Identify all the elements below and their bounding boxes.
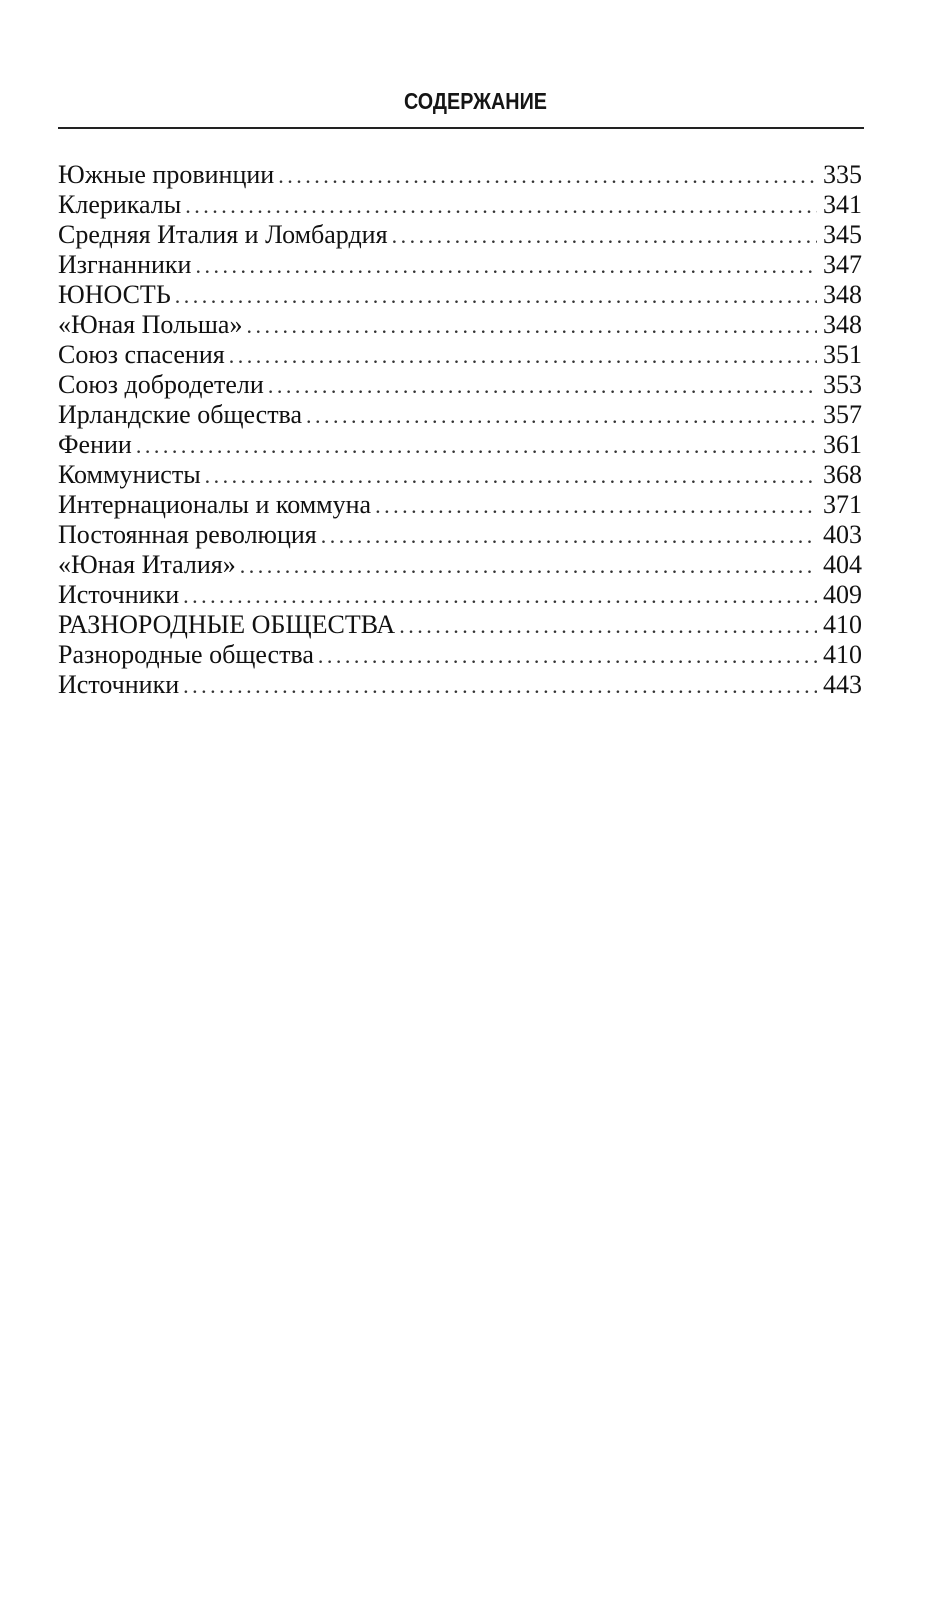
dot-leader [375, 491, 817, 521]
toc-entry-title: «Юная Польша» [58, 310, 243, 339]
dot-leader [392, 221, 817, 251]
toc-entry [58, 550, 862, 580]
dot-leader [321, 521, 817, 551]
toc-entry [58, 220, 862, 250]
toc-entry-page: 347 [823, 250, 862, 279]
toc-entry-title: Ирландские общества [58, 400, 303, 429]
toc-entry-page: 409 [823, 580, 862, 609]
toc-entry-title: Фении [58, 430, 132, 459]
toc-entry [58, 190, 862, 220]
dot-leader [136, 431, 817, 461]
toc-entry [58, 160, 862, 190]
toc-entry [58, 370, 862, 400]
toc-entry [58, 340, 862, 370]
toc-entry-page: 341 [823, 190, 862, 219]
toc-entry-title: ЮНОСТЬ [58, 280, 171, 309]
dot-leader [229, 341, 817, 371]
toc-entry [58, 400, 862, 430]
toc-entry-page: 348 [823, 310, 862, 339]
toc-entry-title: Постоянная революция [58, 520, 317, 549]
toc-entry-title: Союз добродетели [58, 370, 264, 399]
dot-leader [185, 191, 817, 221]
dot-leader [306, 401, 817, 431]
toc-entry-title: Клерикалы [58, 190, 182, 219]
dot-leader [318, 641, 817, 671]
toc-entry-title: Южные провинции [58, 160, 275, 189]
dot-leader [183, 581, 817, 611]
toc-entry-page: 361 [823, 430, 862, 459]
toc-entry-page: 368 [823, 460, 862, 489]
toc-entry-title: Интернационалы и коммуна [58, 490, 372, 519]
toc-entry-title: «Юная Италия» [58, 550, 236, 579]
toc-entry-page: 371 [823, 490, 862, 519]
toc-entry [58, 430, 862, 460]
toc-entry-title: Союз спасения [58, 340, 225, 369]
dot-leader [240, 551, 817, 581]
toc-entry-title: Разнородные общества [58, 640, 314, 669]
dot-leader [399, 611, 817, 641]
toc-entry [58, 520, 862, 550]
toc-entry-page: 348 [823, 280, 862, 309]
toc-entry-page: 410 [823, 640, 862, 669]
toc-entry-title: Средняя Италия и Ломбардия [58, 220, 388, 249]
toc-entry [58, 250, 862, 280]
toc-entry-page: 357 [823, 400, 862, 429]
toc-entry [58, 460, 862, 490]
dot-leader [278, 161, 817, 191]
toc-entry [58, 640, 862, 670]
toc-entry-page: 410 [823, 610, 862, 639]
toc-entry-title: Источники [58, 670, 180, 699]
toc-entry [58, 310, 862, 340]
dot-leader [246, 311, 817, 341]
toc-entry-page: 443 [823, 670, 862, 699]
toc-entry-page: 353 [823, 370, 862, 399]
toc-entry-title: Источники [58, 580, 180, 609]
page-title: СОДЕРЖАНИЕ [403, 88, 548, 114]
dot-leader [183, 671, 817, 701]
toc-entry-page: 345 [823, 220, 862, 249]
toc-entry [58, 280, 862, 310]
dot-leader [205, 461, 817, 491]
toc-entry-title: РАЗНОРОДНЫЕ ОБЩЕСТВА [58, 610, 396, 639]
dot-leader [268, 371, 817, 401]
toc-entry [58, 610, 862, 640]
dot-leader [195, 251, 817, 281]
toc-entry-title: Коммунисты [58, 460, 201, 489]
toc-entry-title: Изгнанники [58, 250, 192, 279]
header-rule [58, 127, 864, 129]
toc-entry [58, 580, 862, 610]
toc-entry-page: 403 [823, 520, 862, 549]
toc-entry [58, 490, 862, 520]
toc-entry [58, 670, 862, 700]
dot-leader [175, 281, 817, 311]
toc-entry-page: 351 [823, 340, 862, 369]
toc-entry-page: 335 [823, 160, 862, 189]
table-of-contents [58, 160, 862, 700]
toc-entry-page: 404 [823, 550, 862, 579]
